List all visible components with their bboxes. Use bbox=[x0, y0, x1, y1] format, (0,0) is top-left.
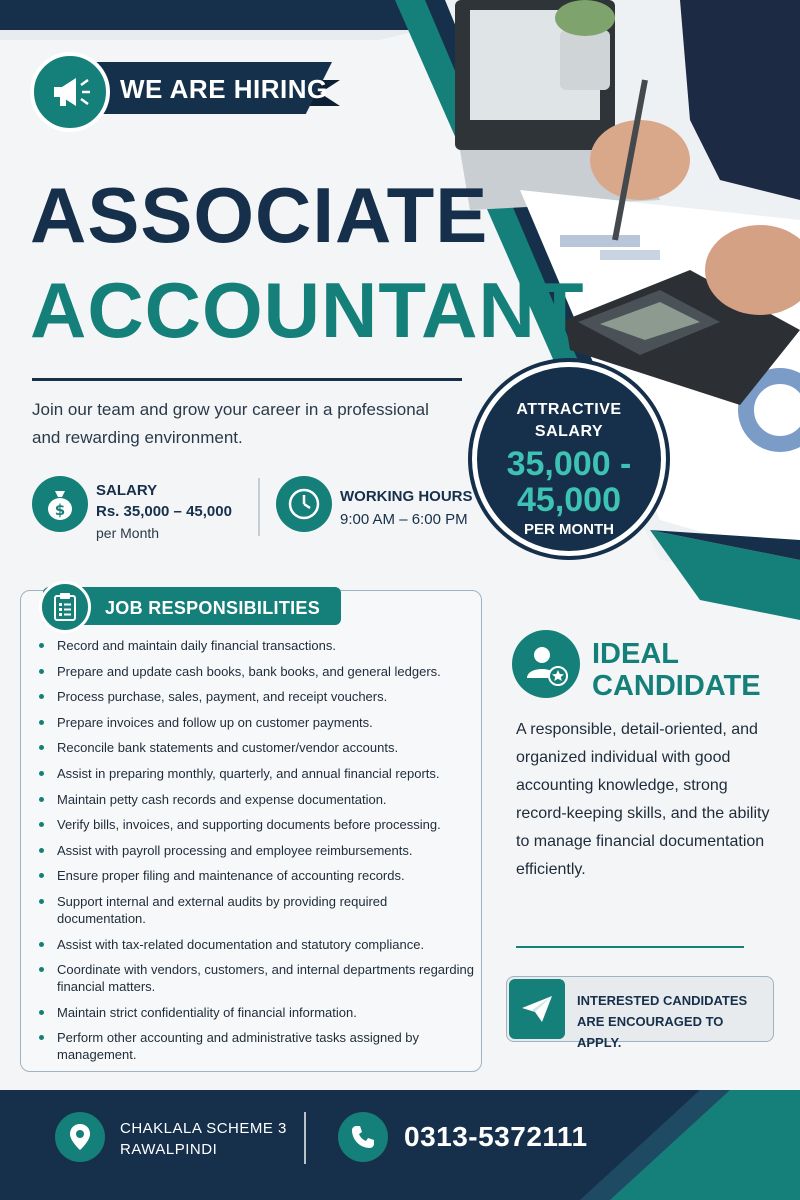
list-item: Coordinate with vendors, customers, and internal departments regarding financial matters. bbox=[35, 961, 475, 995]
list-item: Reconcile bank statements and customer/vendor accounts. bbox=[35, 739, 475, 756]
hours-value: 9:00 AM – 6:00 PM bbox=[340, 511, 468, 528]
hiring-label: WE ARE HIRING bbox=[120, 74, 328, 104]
responsibilities-list bbox=[35, 637, 475, 1072]
clipboard-checklist-icon bbox=[39, 581, 91, 633]
salary-label: SALARY bbox=[96, 482, 158, 499]
apply-line1: INTERESTED CANDIDATES bbox=[577, 993, 748, 1008]
list-item: Support internal and external audits by providing required documentation. bbox=[35, 893, 475, 927]
address-line2: RAWALPINDI bbox=[120, 1141, 218, 1158]
salary-badge-period: PER MONTH bbox=[524, 521, 614, 538]
salary-badge bbox=[472, 362, 666, 556]
info-divider bbox=[258, 478, 260, 536]
salary-value: Rs. 35,000 – 45,000 bbox=[96, 503, 232, 520]
job-title-line1: ASSOCIATE bbox=[30, 171, 489, 259]
list-item: Assist with payroll processing and employee reimbursements. bbox=[35, 842, 475, 859]
footer-divider bbox=[304, 1112, 306, 1164]
list-item: Maintain petty cash records and expense documentation. bbox=[35, 791, 475, 808]
clock-icon bbox=[276, 476, 332, 532]
address-line1: CHAKLALA SCHEME 3 bbox=[120, 1120, 287, 1137]
list-item: Verify bills, invoices, and supporting documents before processing. bbox=[35, 816, 475, 833]
footer-address bbox=[120, 1118, 287, 1160]
list-item: Maintain strict confidentiality of financial information. bbox=[35, 1004, 475, 1021]
list-item: Prepare and update cash books, bank books, and general ledgers. bbox=[35, 663, 475, 680]
location-pin-icon bbox=[55, 1112, 105, 1162]
paper-plane-icon bbox=[509, 979, 565, 1039]
intro-line2: and rewarding environment. bbox=[32, 428, 243, 447]
ideal-candidate-description: A responsible, detail-oriented, and organized individual with good accounting knowledge, strong record-keeping skills, and the ability to manage financial documentation efficiently. bbox=[516, 721, 770, 878]
responsibilities-title: JOB RESPONSIBILITIES bbox=[105, 598, 321, 618]
list-item: Assist in preparing monthly, quarterly, and annual financial reports. bbox=[35, 765, 475, 782]
list-item: Ensure proper filing and maintenance of accounting records. bbox=[35, 867, 475, 884]
apply-text bbox=[577, 990, 767, 1053]
footer-phone[interactable]: 0313-5372111 bbox=[404, 1121, 588, 1152]
list-item: Prepare invoices and follow up on customer payments. bbox=[35, 714, 475, 731]
intro-text bbox=[32, 396, 462, 452]
salary-badge-line1: ATTRACTIVE bbox=[516, 401, 622, 418]
intro-line1: Join our team and grow your career in a professional bbox=[32, 400, 429, 419]
money-bag-icon bbox=[32, 476, 88, 532]
ideal-candidate-title bbox=[592, 638, 761, 702]
list-item: Perform other accounting and administrative tasks assigned by management. bbox=[35, 1029, 475, 1063]
user-star-icon bbox=[512, 630, 580, 698]
responsibilities-card bbox=[20, 590, 482, 1072]
salary-badge-amount1: 35,000 - bbox=[506, 445, 632, 483]
salary-badge-line2: SALARY bbox=[534, 423, 604, 440]
ideal-title-line2: CANDIDATE bbox=[592, 670, 761, 702]
ideal-title-line1: IDEAL bbox=[592, 638, 679, 670]
job-title-line2: ACCOUNTANT bbox=[30, 266, 585, 354]
list-item: Assist with tax-related documentation and statutory compliance. bbox=[35, 936, 475, 953]
ideal-divider bbox=[516, 946, 744, 948]
hiring-banner bbox=[30, 52, 340, 132]
salary-badge-amount2: 45,000 bbox=[517, 481, 621, 519]
apply-callout bbox=[506, 976, 774, 1050]
apply-line2: ARE ENCOURAGED TO APPLY. bbox=[577, 1014, 724, 1050]
phone-icon bbox=[338, 1112, 388, 1162]
list-item: Process purchase, sales, payment, and receipt vouchers. bbox=[35, 688, 475, 705]
megaphone-icon bbox=[30, 52, 110, 132]
title-divider bbox=[32, 378, 462, 381]
hours-label: WORKING HOURS bbox=[340, 488, 473, 505]
svg-text:$: $ bbox=[54, 501, 66, 519]
list-item: Record and maintain daily financial transactions. bbox=[35, 637, 475, 654]
salary-period: per Month bbox=[96, 525, 160, 541]
